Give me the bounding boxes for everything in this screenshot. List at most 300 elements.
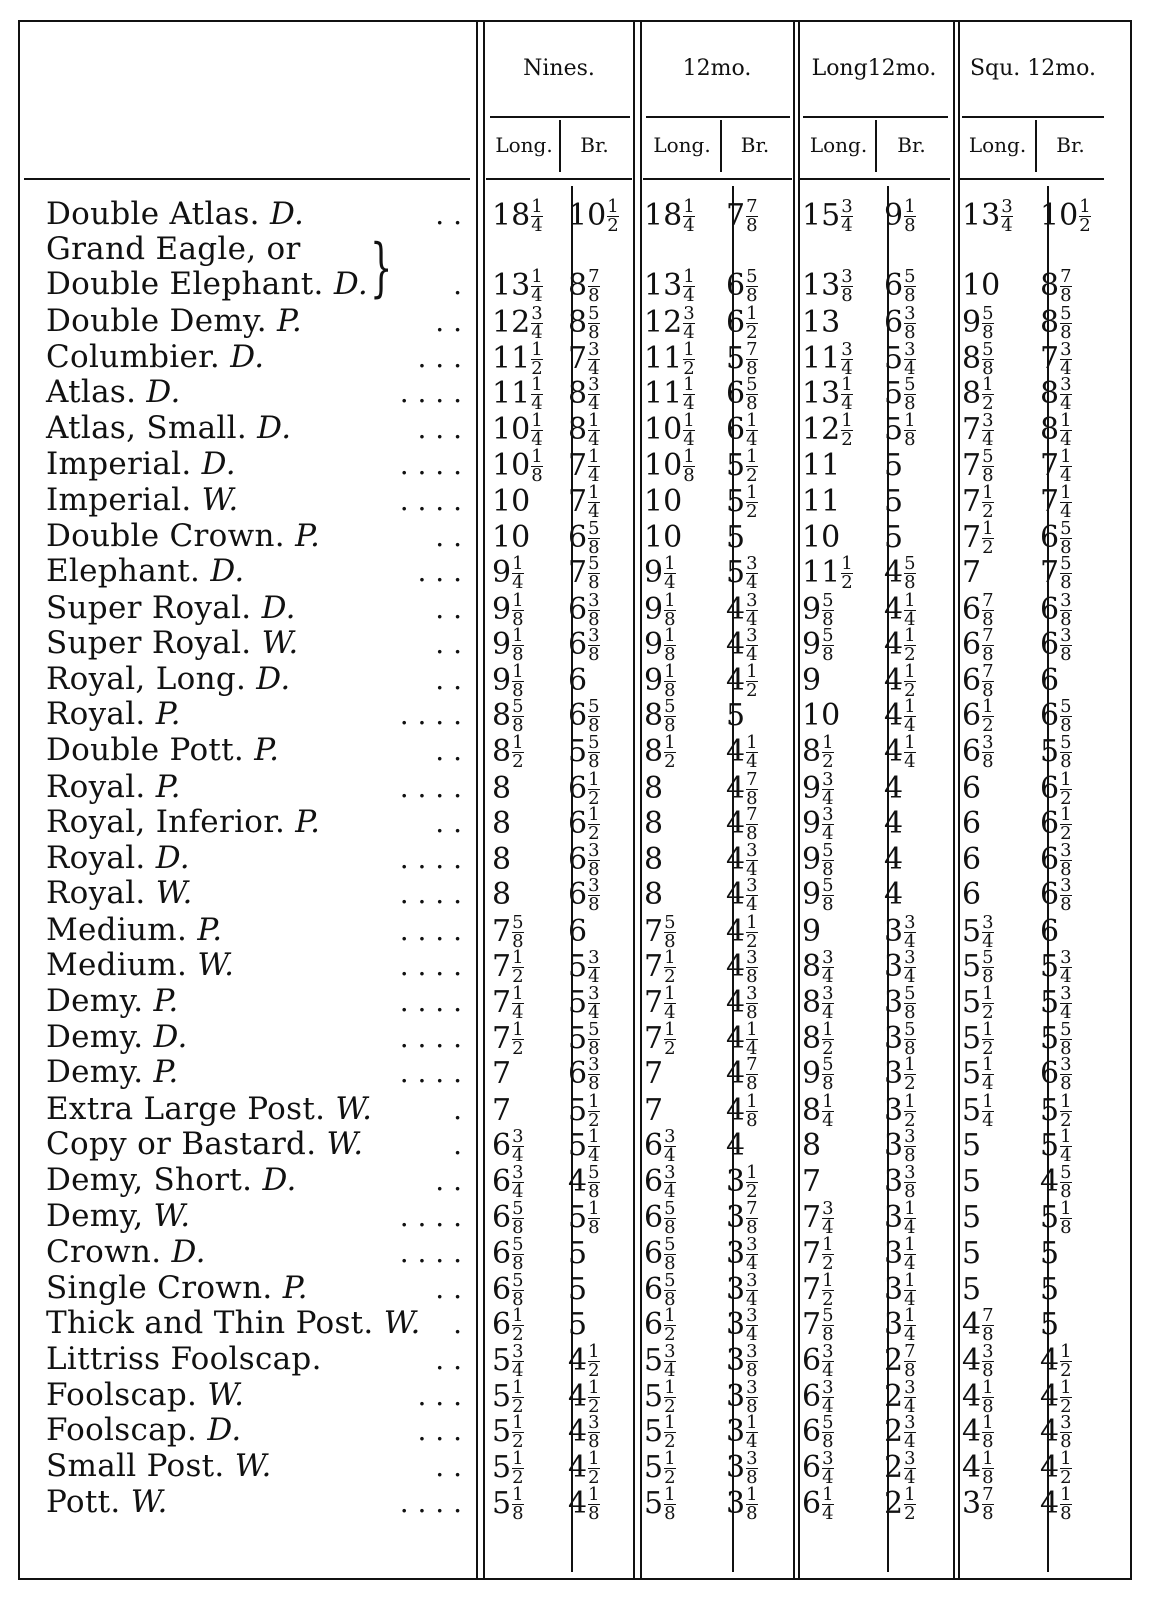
fraction: $\frac{1}{2}$ — [664, 732, 676, 772]
fraction: $\frac{1}{4}$ — [664, 983, 676, 1023]
fraction: $\frac{1}{4}$ — [982, 1054, 994, 1094]
fraction: $\frac{1}{4}$ — [531, 374, 543, 414]
maker-mark: D. — [262, 1162, 297, 1198]
table-cell: 3 $\frac{3}{4}$ — [726, 1234, 758, 1274]
fraction: $\frac{1}{8}$ — [664, 590, 676, 630]
table-cell: 3 $\frac{3}{8}$ — [884, 1162, 916, 1202]
fraction: $\frac{1}{4}$ — [683, 374, 695, 414]
fraction: $\frac{1}{4}$ — [531, 266, 543, 306]
fraction: $\frac{7}{8}$ — [588, 266, 600, 306]
table-cell: 6 $\frac{1}{2}$ — [568, 769, 600, 809]
table-cell: 9 $\frac{1}{8}$ — [644, 661, 676, 701]
paper-name: Double Pott. P. — [46, 732, 280, 768]
fraction: $\frac{5}{8}$ — [1060, 1019, 1072, 1059]
table-cell: 7 $\frac{5}{8}$ — [1040, 553, 1072, 593]
table-cell: 5 $\frac{5}{8}$ — [1040, 732, 1072, 772]
fraction: $\frac{5}{8}$ — [982, 446, 994, 486]
paper-name: Littriss Foolscap. — [46, 1341, 322, 1377]
fraction: $\frac{1}{4}$ — [904, 590, 916, 630]
table-cell: 3 $\frac{5}{8}$ — [884, 1019, 916, 1059]
dot-leader: . . . . — [399, 949, 462, 982]
table-cell: 5 — [962, 1164, 982, 1199]
fraction: $\frac{5}{8}$ — [822, 625, 834, 665]
fraction: $\frac{1}{4}$ — [982, 1091, 994, 1131]
fraction: $\frac{3}{8}$ — [588, 875, 600, 915]
maker-mark: P. — [295, 518, 321, 554]
fraction: $\frac{5}{8}$ — [512, 1234, 524, 1274]
table-cell: 5 — [884, 484, 904, 519]
table-cell: 5 $\frac{1}{8}$ — [492, 1484, 524, 1524]
table-cell: 6 $\frac{1}{2}$ — [492, 1305, 524, 1345]
dot-leader: . . — [435, 734, 462, 767]
fraction: $\frac{1}{2}$ — [512, 1305, 524, 1345]
maker-mark: D. — [257, 410, 292, 446]
fraction: $\frac{5}{8}$ — [512, 912, 524, 952]
table-cell: 10 — [962, 268, 1001, 303]
fraction: $\frac{3}{4}$ — [822, 1448, 834, 1488]
table-cell: 4 — [884, 877, 904, 912]
table-cell: 6 $\frac{1}{2}$ — [962, 696, 994, 736]
fraction: $\frac{5}{8}$ — [512, 1198, 524, 1238]
fraction: $\frac{3}{4}$ — [841, 339, 853, 379]
table-cell: 12 $\frac{3}{4}$ — [492, 303, 543, 343]
fraction: $\frac{3}{8}$ — [1060, 625, 1072, 665]
table-cell: 15 $\frac{3}{4}$ — [802, 196, 853, 236]
paper-name: Single Crown. P. — [46, 1270, 308, 1306]
dot-leader: . . . — [417, 341, 462, 374]
fraction: $\frac{1}{4}$ — [904, 1234, 916, 1274]
fraction: $\frac{1}{2}$ — [982, 983, 994, 1023]
table-cell: 3 $\frac{1}{8}$ — [726, 1484, 758, 1524]
table-cell: 9 $\frac{5}{8}$ — [802, 840, 834, 880]
fraction: $\frac{1}{4}$ — [746, 1412, 758, 1452]
fraction: $\frac{5}{8}$ — [588, 732, 600, 772]
table-cell: 5 $\frac{5}{8}$ — [568, 732, 600, 772]
fraction: $\frac{1}{2}$ — [982, 482, 994, 522]
paper-name: Royal. D. — [46, 840, 190, 876]
table-cell: 9 — [802, 663, 822, 698]
table-cell: 4 $\frac{5}{8}$ — [568, 1162, 600, 1202]
maker-mark: D. — [171, 1234, 206, 1270]
fraction: $\frac{7}{8}$ — [746, 1198, 758, 1238]
fraction: $\frac{1}{2}$ — [588, 1377, 600, 1417]
fraction: $\frac{3}{4}$ — [746, 1305, 758, 1345]
table-cell: 7 $\frac{3}{4}$ — [1040, 339, 1072, 379]
table-cell: 9 — [802, 914, 822, 949]
fraction: $\frac{1}{2}$ — [664, 1412, 676, 1452]
paper-name: Demy. P. — [46, 1054, 179, 1090]
table-cell: 5 $\frac{3}{4}$ — [492, 1341, 524, 1381]
table-cell: 13 $\frac{1}{4}$ — [802, 374, 853, 414]
fraction: $\frac{3}{4}$ — [531, 303, 543, 343]
maker-mark: D. — [201, 446, 236, 482]
maker-mark: W. — [197, 947, 235, 983]
maker-mark: P. — [153, 1054, 179, 1090]
fraction: $\frac{3}{8}$ — [841, 266, 853, 306]
fraction: $\frac{3}{8}$ — [588, 625, 600, 665]
fraction: $\frac{1}{2}$ — [904, 1054, 916, 1094]
table-cell: 8 — [492, 771, 512, 806]
fraction: $\frac{1}{2}$ — [607, 196, 619, 236]
table-cell: 4 $\frac{1}{8}$ — [726, 1091, 758, 1131]
fraction: $\frac{1}{4}$ — [683, 410, 695, 450]
paper-name: Elephant. D. — [46, 553, 245, 589]
fraction: $\frac{7}{8}$ — [1060, 266, 1072, 306]
maker-mark: W. — [207, 1377, 245, 1413]
table-cell: 4 $\frac{1}{2}$ — [884, 661, 916, 701]
fraction: $\frac{3}{4}$ — [1060, 339, 1072, 379]
fraction: $\frac{1}{4}$ — [588, 1126, 600, 1166]
table-cell: 5 — [568, 1236, 588, 1271]
fraction: $\frac{1}{4}$ — [683, 266, 695, 306]
table-cell: 3 $\frac{1}{4}$ — [884, 1270, 916, 1310]
table-cell: 3 $\frac{3}{4}$ — [884, 912, 916, 952]
table-cell: 5 $\frac{3}{4}$ — [726, 553, 758, 593]
dot-leader: . . — [435, 592, 462, 625]
table-cell: 4 $\frac{3}{8}$ — [962, 1341, 994, 1381]
table-cell: 7 $\frac{1}{2}$ — [644, 1019, 676, 1059]
fraction: $\frac{1}{2}$ — [904, 1484, 916, 1524]
fraction: $\frac{5}{8}$ — [1060, 1162, 1072, 1202]
table-cell: 4 $\frac{1}{2}$ — [1040, 1448, 1072, 1488]
table-cell: 9 $\frac{5}{8}$ — [802, 1054, 834, 1094]
paper-name: Small Post. W. — [46, 1448, 272, 1484]
fraction: $\frac{7}{8}$ — [746, 804, 758, 844]
table-cell: 8 $\frac{1}{2}$ — [492, 732, 524, 772]
column-rule — [953, 20, 955, 1580]
table-cell: 7 $\frac{5}{8}$ — [644, 912, 676, 952]
table-cell: 4 $\frac{5}{8}$ — [1040, 1162, 1072, 1202]
table-cell: 7 $\frac{5}{8}$ — [568, 553, 600, 593]
table-cell: 8 $\frac{3}{4}$ — [568, 374, 600, 414]
paper-name: Extra Large Post. W. — [46, 1091, 373, 1127]
paper-name: Double Crown. P. — [46, 518, 321, 554]
table-cell: 6 $\frac{3}{8}$ — [568, 590, 600, 630]
paper-name: Royal. P. — [46, 769, 181, 805]
fraction: $\frac{5}{8}$ — [588, 696, 600, 736]
fraction: $\frac{1}{8}$ — [904, 196, 916, 236]
table-cell: 5 $\frac{1}{2}$ — [492, 1377, 524, 1417]
fraction: $\frac{5}{8}$ — [664, 1270, 676, 1310]
table-cell: 6 $\frac{1}{4}$ — [726, 410, 758, 450]
fraction: $\frac{3}{4}$ — [664, 1341, 676, 1381]
fraction: $\frac{3}{4}$ — [841, 196, 853, 236]
fraction: $\frac{5}{8}$ — [904, 983, 916, 1023]
table-cell: 2 $\frac{3}{4}$ — [884, 1412, 916, 1452]
fraction: $\frac{1}{2}$ — [588, 769, 600, 809]
table-cell: 6 — [962, 806, 982, 841]
fraction: $\frac{3}{8}$ — [746, 983, 758, 1023]
maker-mark: W. — [201, 482, 239, 518]
table-cell: 5 $\frac{1}{2}$ — [568, 1091, 600, 1131]
fraction: $\frac{3}{4}$ — [512, 1162, 524, 1202]
table-cell: 4 $\frac{1}{4}$ — [884, 696, 916, 736]
fraction: $\frac{1}{8}$ — [982, 1412, 994, 1452]
fraction: $\frac{1}{4}$ — [1060, 482, 1072, 522]
table-cell: 6 $\frac{1}{2}$ — [1040, 769, 1072, 809]
fraction: $\frac{3}{4}$ — [588, 374, 600, 414]
fraction: $\frac{3}{8}$ — [746, 1448, 758, 1488]
table-cell: 6 $\frac{1}{2}$ — [644, 1305, 676, 1345]
table-cell: 6 $\frac{3}{8}$ — [884, 303, 916, 343]
table-cell: 6 — [1040, 914, 1060, 949]
table-cell: 3 $\frac{1}{2}$ — [884, 1091, 916, 1131]
fraction: $\frac{1}{2}$ — [512, 947, 524, 987]
subheader-long: Long. — [495, 133, 553, 157]
fraction: $\frac{3}{4}$ — [683, 303, 695, 343]
fraction: $\frac{5}{8}$ — [822, 590, 834, 630]
fraction: $\frac{3}{4}$ — [588, 339, 600, 379]
dot-leader: . . — [435, 627, 462, 660]
table-cell: 6 $\frac{3}{4}$ — [492, 1162, 524, 1202]
fraction: $\frac{3}{4}$ — [822, 1377, 834, 1417]
fraction: $\frac{5}{8}$ — [822, 840, 834, 880]
table-cell: 3 $\frac{3}{4}$ — [726, 1270, 758, 1310]
table-cell: 4 $\frac{3}{8}$ — [1040, 1412, 1072, 1452]
table-cell: 5 $\frac{1}{4}$ — [962, 1054, 994, 1094]
table-cell: 12 $\frac{3}{4}$ — [644, 303, 695, 343]
dot-leader: . — [453, 1307, 462, 1340]
dot-leader: . . . — [417, 1414, 462, 1447]
table-cell: 4 $\frac{1}{2}$ — [726, 661, 758, 701]
table-cell: 2 $\frac{3}{4}$ — [884, 1377, 916, 1417]
table-cell: 6 $\frac{5}{8}$ — [568, 696, 600, 736]
table-cell: 6 — [962, 771, 982, 806]
fraction: $\frac{1}{2}$ — [1060, 1341, 1072, 1381]
fraction: $\frac{1}{2}$ — [822, 1234, 834, 1274]
table-cell: 4 $\frac{1}{8}$ — [962, 1412, 994, 1452]
table-cell: 3 $\frac{3}{8}$ — [726, 1448, 758, 1488]
table-cell: 5 $\frac{1}{4}$ — [568, 1126, 600, 1166]
fraction: $\frac{1}{2}$ — [664, 1448, 676, 1488]
fraction: $\frac{1}{8}$ — [664, 625, 676, 665]
table-cell: 6 $\frac{5}{8}$ — [1040, 696, 1072, 736]
fraction: $\frac{3}{4}$ — [822, 804, 834, 844]
fraction: $\frac{5}{8}$ — [822, 1054, 834, 1094]
table-cell: 8 $\frac{5}{8}$ — [962, 339, 994, 379]
fraction: $\frac{3}{4}$ — [746, 875, 758, 915]
table-cell: 5 $\frac{1}{2}$ — [492, 1412, 524, 1452]
brace-icon: } — [370, 231, 393, 305]
fraction: $\frac{5}{8}$ — [982, 303, 994, 343]
table-cell: 7 $\frac{1}{2}$ — [802, 1270, 834, 1310]
table-cell: 13 $\frac{3}{8}$ — [802, 266, 853, 306]
fraction: $\frac{1}{2}$ — [982, 1019, 994, 1059]
table-cell: 6 $\frac{5}{8}$ — [726, 374, 758, 414]
maker-mark: P. — [277, 303, 303, 339]
subheader-long: Long. — [809, 133, 868, 157]
dot-leader: . . . . — [399, 914, 462, 947]
table-cell: 5 $\frac{1}{2}$ — [644, 1377, 676, 1417]
column-rule — [633, 20, 635, 1580]
table-cell: 4 $\frac{1}{2}$ — [568, 1341, 600, 1381]
fraction: $\frac{1}{8}$ — [588, 1198, 600, 1238]
table-cell: 3 $\frac{7}{8}$ — [962, 1484, 994, 1524]
fraction: $\frac{3}{4}$ — [904, 947, 916, 987]
table-cell: 6 $\frac{1}{2}$ — [568, 804, 600, 844]
table-cell: 10 $\frac{1}{2}$ — [1040, 196, 1091, 236]
maker-mark: P. — [153, 983, 179, 1019]
table-cell: 4 $\frac{1}{2}$ — [884, 625, 916, 665]
table-cell: 3 $\frac{1}{2}$ — [884, 1054, 916, 1094]
fraction: $\frac{1}{4}$ — [531, 410, 543, 450]
table-cell: 11 $\frac{1}{4}$ — [492, 374, 543, 414]
fraction: $\frac{1}{8}$ — [588, 1484, 600, 1524]
header-nines: Nines. — [523, 56, 595, 81]
fraction: $\frac{5}{8}$ — [1060, 518, 1072, 558]
fraction: $\frac{1}{4}$ — [904, 732, 916, 772]
fraction: $\frac{3}{8}$ — [588, 1412, 600, 1452]
fraction: $\frac{5}{8}$ — [1060, 732, 1072, 772]
dot-leader: . . . . — [399, 1486, 462, 1519]
table-cell: 6 $\frac{5}{8}$ — [644, 1270, 676, 1310]
table-cell: 6 $\frac{3}{8}$ — [1040, 625, 1072, 665]
dot-leader: . . — [435, 1164, 462, 1197]
fraction: $\frac{3}{4}$ — [904, 1412, 916, 1452]
table-cell: 8 — [492, 877, 512, 912]
paper-name: Double Demy. P. — [46, 303, 303, 339]
paper-name: Super Royal. W. — [46, 625, 299, 661]
column-rule — [640, 20, 642, 1580]
fraction: $\frac{3}{4}$ — [1060, 374, 1072, 414]
table-cell: 5 $\frac{1}{2}$ — [962, 1019, 994, 1059]
table-cell: 5 — [1040, 1307, 1060, 1342]
table-cell: 4 $\frac{3}{4}$ — [726, 590, 758, 630]
table-cell: 10 — [492, 484, 531, 519]
table-cell: 6 $\frac{5}{8}$ — [644, 1198, 676, 1238]
table-cell: 5 $\frac{3}{4}$ — [1040, 983, 1072, 1023]
table-cell: 5 — [884, 520, 904, 555]
dot-leader: . . . . — [399, 1200, 462, 1233]
fraction: $\frac{3}{8}$ — [588, 840, 600, 880]
fraction: $\frac{5}{8}$ — [822, 875, 834, 915]
table-cell: 9 $\frac{5}{8}$ — [962, 303, 994, 343]
paper-name: Imperial. W. — [46, 482, 239, 518]
table-cell: 8 $\frac{7}{8}$ — [568, 266, 600, 306]
table-cell: 5 — [568, 1307, 588, 1342]
maker-mark: W. — [383, 1305, 421, 1341]
table-cell: 7 — [644, 1056, 664, 1091]
paper-name: Crown. D. — [46, 1234, 206, 1270]
table-cell: 6 $\frac{5}{8}$ — [726, 266, 758, 306]
dot-leader: . . — [435, 1343, 462, 1376]
dot-leader: . . — [435, 305, 462, 338]
fraction: $\frac{1}{2}$ — [746, 303, 758, 343]
table-cell: 10 $\frac{1}{8}$ — [644, 446, 695, 486]
fraction: $\frac{3}{4}$ — [664, 1162, 676, 1202]
table-cell: 4 $\frac{1}{2}$ — [568, 1448, 600, 1488]
fraction: $\frac{3}{4}$ — [982, 410, 994, 450]
table-cell: 3 $\frac{3}{8}$ — [726, 1341, 758, 1381]
fraction: $\frac{3}{8}$ — [1060, 840, 1072, 880]
table-cell: 5 $\frac{5}{8}$ — [568, 1019, 600, 1059]
paper-name: Demy, W. — [46, 1198, 191, 1234]
table-cell: 8 $\frac{5}{8}$ — [492, 696, 524, 736]
table-cell: 6 $\frac{3}{8}$ — [962, 732, 994, 772]
fraction: $\frac{1}{2}$ — [1060, 804, 1072, 844]
table-cell: 4 — [726, 1128, 746, 1163]
paper-name: Demy, Short. D. — [46, 1162, 297, 1198]
fraction: $\frac{1}{4}$ — [588, 482, 600, 522]
fraction: $\frac{5}{8}$ — [904, 553, 916, 593]
fraction: $\frac{1}{4}$ — [531, 196, 543, 236]
table-cell: 6 $\frac{5}{8}$ — [492, 1198, 524, 1238]
fraction: $\frac{1}{2}$ — [822, 1019, 834, 1059]
fraction: $\frac{1}{8}$ — [746, 1091, 758, 1131]
paper-name: Pott. W. — [46, 1484, 168, 1520]
table-cell: 4 $\frac{1}{8}$ — [962, 1377, 994, 1417]
table-cell: 4 — [884, 771, 904, 806]
table-cell: 8 $\frac{5}{8}$ — [1040, 303, 1072, 343]
paper-name: Royal. W. — [46, 875, 193, 911]
table-cell: 10 — [802, 520, 841, 555]
table-cell: 8 $\frac{1}{2}$ — [644, 732, 676, 772]
dot-leader: . . — [435, 1450, 462, 1483]
header-12mo: 12mo. — [682, 56, 752, 81]
table-cell: 7 $\frac{1}{2}$ — [962, 518, 994, 558]
table-cell: 4 $\frac{5}{8}$ — [884, 553, 916, 593]
fraction: $\frac{3}{4}$ — [822, 769, 834, 809]
table-cell: 6 $\frac{5}{8}$ — [802, 1412, 834, 1452]
fraction: $\frac{1}{4}$ — [904, 1270, 916, 1310]
table-cell: 8 $\frac{3}{4}$ — [802, 983, 834, 1023]
table-cell: 5 $\frac{3}{4}$ — [568, 983, 600, 1023]
fraction: $\frac{1}{8}$ — [982, 1377, 994, 1417]
fraction: $\frac{1}{4}$ — [746, 410, 758, 450]
dot-leader: . . . . — [399, 877, 462, 910]
fraction: $\frac{1}{2}$ — [1060, 769, 1072, 809]
dot-leader: . . . . — [399, 985, 462, 1018]
fraction: $\frac{1}{2}$ — [664, 947, 676, 987]
table-cell: 7 $\frac{1}{4}$ — [492, 983, 524, 1023]
fraction: $\frac{3}{4}$ — [904, 912, 916, 952]
table-cell: 7 — [962, 555, 982, 590]
table-cell: 7 $\frac{1}{2}$ — [802, 1234, 834, 1274]
paper-name: Demy. D. — [46, 1019, 188, 1055]
fraction: $\frac{1}{2}$ — [1079, 196, 1091, 236]
paper-name: Columbier. D. — [46, 339, 265, 375]
fraction: $\frac{7}{8}$ — [982, 1484, 994, 1524]
paper-name: Double Atlas. D. — [46, 196, 305, 232]
table-cell: 5 — [962, 1128, 982, 1163]
table-cell: 6 $\frac{3}{8}$ — [1040, 1054, 1072, 1094]
fraction: $\frac{1}{2}$ — [664, 1019, 676, 1059]
table-cell: 9 $\frac{1}{4}$ — [644, 553, 676, 593]
table-cell: 5 $\frac{1}{2}$ — [962, 983, 994, 1023]
fraction: $\frac{5}{8}$ — [822, 1412, 834, 1452]
paper-name: Medium. W. — [46, 947, 235, 983]
dot-leader: . . . . — [399, 484, 462, 517]
group-rule — [490, 116, 630, 118]
table-cell: 2 $\frac{7}{8}$ — [884, 1341, 916, 1381]
table-cell: 5 — [1040, 1236, 1060, 1271]
fraction: $\frac{5}{8}$ — [588, 1019, 600, 1059]
maker-mark: W. — [153, 1198, 191, 1234]
subheader-long: Long. — [968, 133, 1027, 157]
table-cell: 6 $\frac{1}{4}$ — [802, 1484, 834, 1524]
fraction: $\frac{5}{8}$ — [982, 947, 994, 987]
paper-name: Atlas, Small. D. — [46, 410, 292, 446]
dot-leader: . — [453, 268, 462, 301]
table-cell: 11 $\frac{1}{2}$ — [644, 339, 695, 379]
header-rule — [486, 178, 632, 180]
table-cell: 9 $\frac{1}{8}$ — [884, 196, 916, 236]
fraction: $\frac{5}{8}$ — [746, 266, 758, 306]
table-cell: 6 $\frac{3}{8}$ — [568, 875, 600, 915]
table-cell: 4 $\frac{1}{2}$ — [726, 912, 758, 952]
table-cell: 5 $\frac{5}{8}$ — [962, 947, 994, 987]
maker-mark: W. — [155, 875, 193, 911]
